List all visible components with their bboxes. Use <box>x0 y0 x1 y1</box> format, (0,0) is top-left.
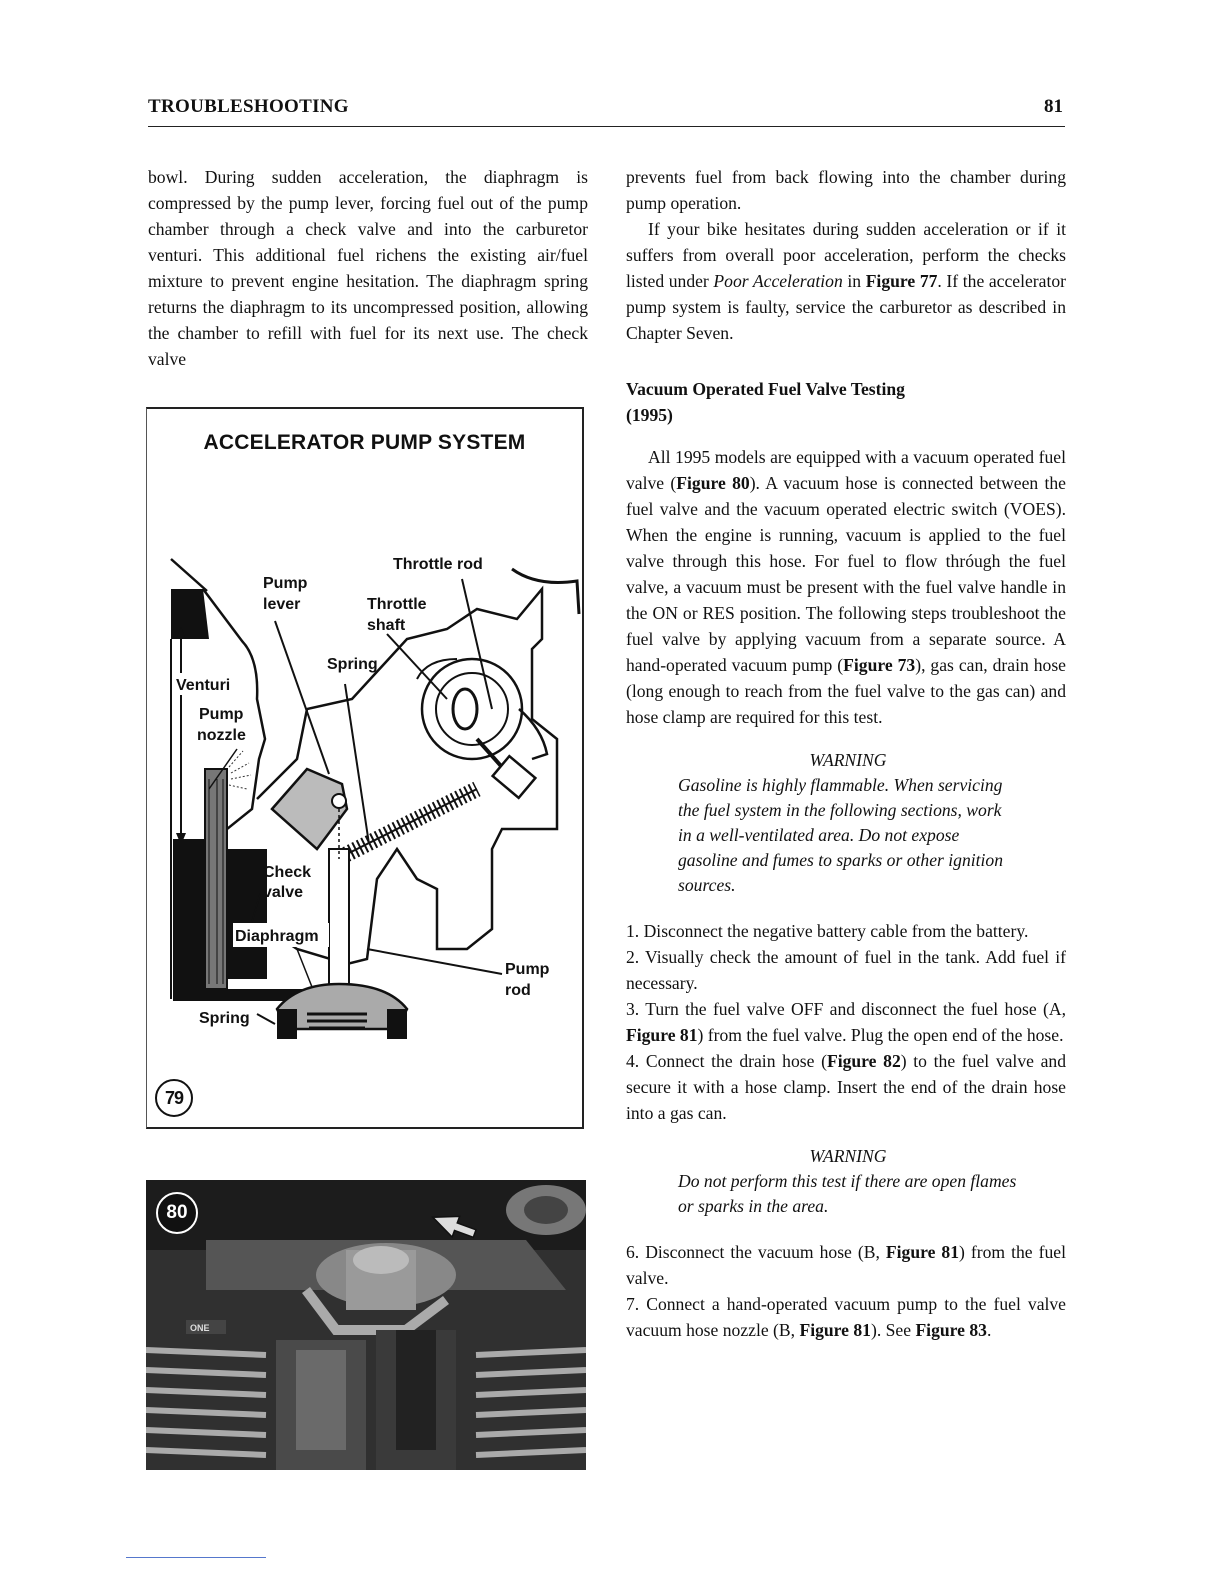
warning-title: WARNING <box>809 1146 887 1166</box>
text: . If the accelerator pump system is faulty, service the carburetor as described in Chapter Seven. <box>626 271 1067 343</box>
body-paragraph: bowl. During sudden acceleration, the diaphragm is compressed by the pump lever, forcing fuel out of the pump chamber through a check valve and into the carburetor venturi. This additional fuel richens the existing air/fuel mixture to prevent engine hesitation. The diaphragm spring returns the diaphragm to its uncompressed position, allowing the chamber to refill with fuel for its next use. The check valve <box>148 167 588 369</box>
label-throttle-rod: Throttle rod <box>393 556 483 573</box>
step-4 <box>626 1048 1066 1126</box>
label-diaphragm: Diaphragm <box>235 928 319 945</box>
label-pump-nozzle-2: nozzle <box>197 727 246 744</box>
text: 6. Disconnect the vacuum hose (B, <box>626 1242 886 1262</box>
step-3 <box>626 996 1066 1048</box>
label-throttle-shaft-1: Throttle <box>367 596 427 613</box>
warning-text: Gasoline is highly flammable. When servicing the fuel system in the following sections, work in a well-ventilated area. Do not expose gasoline and fumes to sparks or other ignition sources. <box>678 775 1003 895</box>
left-column <box>148 164 588 372</box>
step-2: 2. Visually check the amount of fuel in the tank. Add fuel if necessary. <box>626 947 1066 993</box>
step-6 <box>626 1239 1066 1291</box>
text: ) from the fuel valve. <box>626 1242 1066 1288</box>
figure-number-79: 79 <box>155 1079 193 1117</box>
paragraph-3 <box>626 444 1066 730</box>
heading-line-2: (1995) <box>626 405 673 425</box>
label-check-valve-1: Check <box>263 864 312 881</box>
label-check-valve-2: valve <box>263 884 304 901</box>
heading-line-1: Vacuum Operated Fuel Valve Testing <box>626 379 905 399</box>
label-pump-lever-2: lever <box>263 596 301 613</box>
figure-ref: Figure 81 <box>626 1025 698 1045</box>
label-spring-bottom: Spring <box>199 1010 250 1027</box>
figure-title: ACCELERATOR PUMP SYSTEM <box>203 431 526 454</box>
label-venturi: Venturi <box>176 677 231 694</box>
warning-title: WARNING <box>809 750 887 770</box>
right-column <box>626 164 1066 1343</box>
paragraph-2 <box>626 216 1066 346</box>
chapter-title: TROUBLESHOOTING <box>148 96 349 117</box>
figure-ref: Figure 82 <box>826 1051 901 1071</box>
figure-ref: Figure 81 <box>885 1242 960 1262</box>
figure-ref: Figure 77 <box>865 271 938 291</box>
text: in <box>842 271 866 291</box>
text: 7. Connect a hand-operated vacuum pump to the fuel valve vacuum hose nozzle (B, <box>626 1294 1066 1340</box>
emphasis: Poor Acceleration <box>713 271 843 291</box>
text: ), gas can, drain hose (long enough to reach from the fuel valve to the gas can) and hose clamp are required for this test. <box>626 655 1066 727</box>
label-throttle-shaft-2: shaft <box>367 617 406 634</box>
text: ) from the fuel valve. Plug the open end of the hose. <box>697 1025 1064 1045</box>
figure-79-accelerator-pump <box>146 407 584 1129</box>
figure-ref: Figure 73 <box>843 655 916 675</box>
figure-ref: Figure 80 <box>676 473 750 493</box>
figure-80-photo <box>146 1180 586 1470</box>
text: ). See <box>870 1320 916 1340</box>
section-heading <box>626 376 1066 428</box>
label-pump-nozzle-1: Pump <box>199 706 244 723</box>
fuel-valve-photo <box>146 1180 586 1470</box>
text: All 1995 models are equipped with a vacuum operated fuel valve ( <box>626 447 1066 493</box>
label-pump-lever-1: Pump <box>263 575 308 592</box>
figure-ref: Figure 83 <box>915 1320 987 1340</box>
text: ) to the fuel valve and secure it with a hose clamp. Insert the end of the drain hose into a gas can. <box>626 1051 1067 1123</box>
step-1: 1. Disconnect the negative battery cable from the battery. <box>626 921 1029 941</box>
step-7 <box>626 1291 1066 1343</box>
figure-number-80: 80 <box>156 1192 198 1234</box>
accelerator-pump-diagram <box>147 409 585 1131</box>
warning-1 <box>678 748 1018 898</box>
warning-text: Do not perform this test if there are open flames or sparks in the area. <box>678 1171 1017 1216</box>
footer-rule <box>126 1557 266 1558</box>
figure-ref: Figure 81 <box>799 1320 871 1340</box>
text: If your bike hesitates during sudden acceleration or if it suffers from overall poor acceleration, perform the checks listed under <box>626 219 1066 291</box>
running-header <box>148 94 1065 127</box>
label-pump-rod-2: rod <box>505 982 531 999</box>
label-spring-top: Spring <box>327 656 378 673</box>
label-pump-rod-1: Pump <box>505 961 550 978</box>
warning-2 <box>678 1144 1018 1219</box>
text: 3. Turn the fuel valve OFF and disconnect the fuel hose (A, <box>626 999 1066 1019</box>
text: ). A vacuum hose is connected between the fuel valve and the vacuum operated electric switch (VOES). When the engine is running, vacuum is applied to the fuel valve through this hose. For fuel to flow thróugh the fuel valve, a vacuum must be present with the fuel valve handle in the ON or RES position. The following steps troubleshoot the fuel valve by applying vacuum from a separate source. A hand-operated vacuum pump ( <box>626 473 1066 675</box>
text: 4. Connect the drain hose ( <box>626 1051 827 1071</box>
photo-tag: ONE <box>190 1323 210 1333</box>
text: . <box>986 1320 992 1340</box>
page-number: 81 <box>1044 96 1063 117</box>
paragraph-1: prevents fuel from back flowing into the chamber during pump operation. <box>626 167 1066 213</box>
